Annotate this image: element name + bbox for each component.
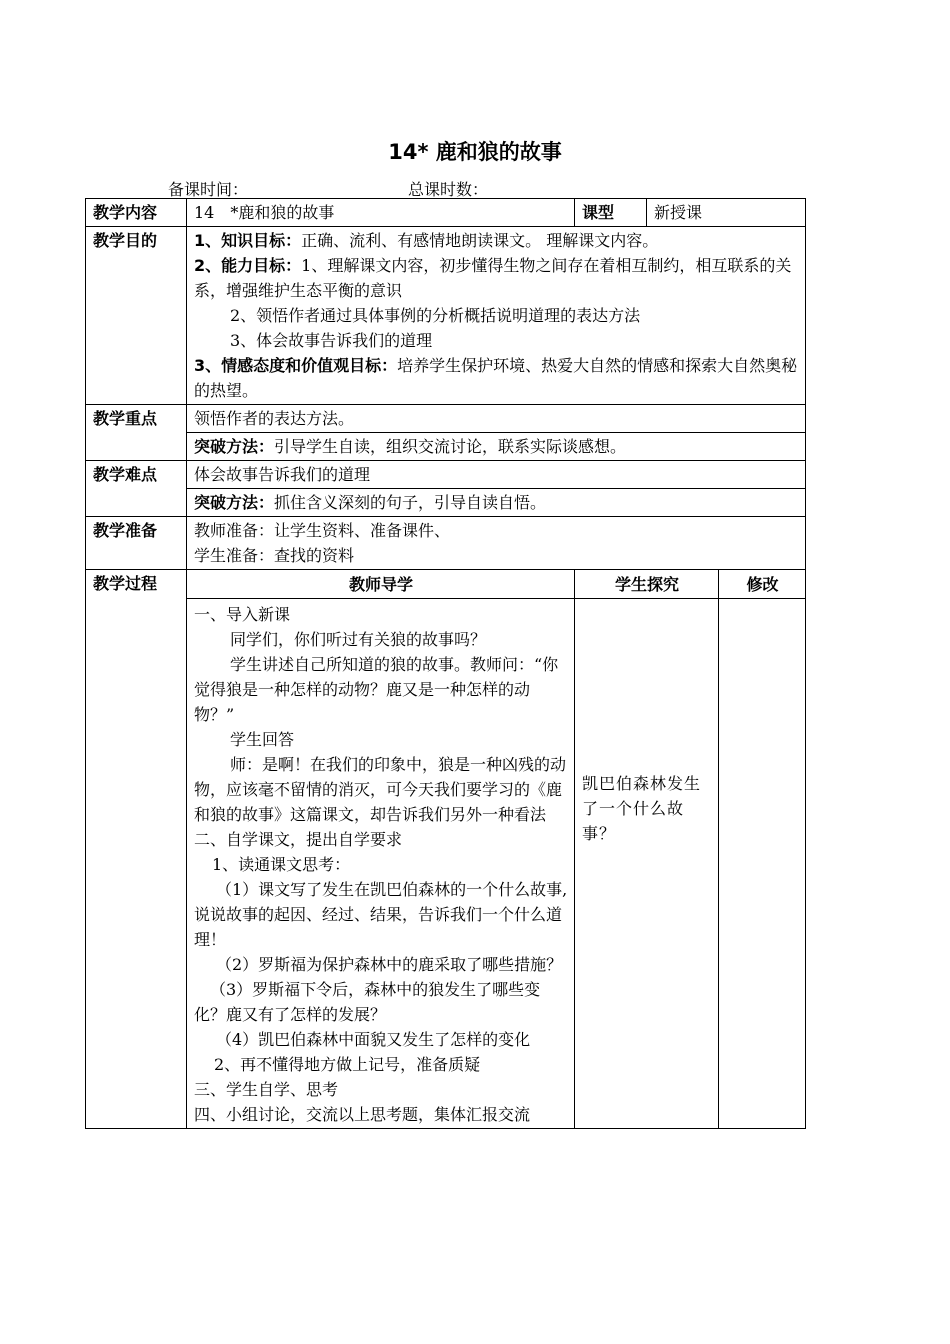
row-process-body	[86, 599, 806, 1129]
row-focus	[86, 405, 806, 433]
prep-student: 学生准备：查找的资料	[194, 546, 355, 565]
focus-text: 领悟作者的表达方法。	[187, 405, 806, 433]
label-prep: 教学准备	[86, 517, 187, 570]
teacher-guide-cell	[187, 599, 575, 1129]
teacher-line: 1、读通课文思考：	[212, 855, 351, 874]
teacher-line: 师：是啊！在我们的印象中，狼是一种凶残的动物，应该毫不留情的消灭，可今天我们要学习的《鹿和狼的故事》这篇课文，却告诉我们另外一种看法	[194, 755, 567, 824]
col-student-header: 学生探究	[575, 570, 719, 599]
col-teacher-header: 教师导学	[187, 570, 575, 599]
difficulty-method-text: 抓住含义深刻的句子，引导自读自悟。	[274, 493, 547, 512]
goal2-text: 1、理解课文内容，初步懂得生物之间存在着相互制约，相互联系的关系，增强维护生态平衡的意识	[194, 256, 792, 300]
student-explore-cell: 凯巴伯森林发生了一个什么故事？	[575, 599, 719, 1129]
page-title: 14* 鹿和狼的故事	[388, 140, 562, 164]
teacher-line: 同学们，你们听过有关狼的故事吗？	[230, 630, 487, 649]
label-content: 教学内容	[86, 199, 187, 227]
goal1-text: 正确、流利、有感情地朗读课文。 理解课文内容。	[301, 231, 659, 250]
teacher-line: 一、导入新课	[194, 605, 291, 624]
teacher-line: （3）罗斯福下令后，森林中的狼发生了哪些变化？鹿又有了怎样的发展？	[194, 980, 541, 1024]
goal3-label: 3、情感态度和价值观目标：	[194, 356, 398, 375]
label-difficulty: 教学难点	[86, 461, 187, 517]
row-goals	[86, 227, 806, 405]
teacher-line: 2、再不懂得地方做上记号，准备质疑	[214, 1055, 481, 1074]
label-process: 教学过程	[86, 570, 187, 1129]
difficulty-method-cell	[187, 489, 806, 517]
prep-time-label: 备课时间：	[168, 180, 249, 199]
prep-teacher: 教师准备：让学生资料、准备课件、	[194, 521, 451, 540]
row-difficulty	[86, 461, 806, 489]
teacher-line: （1）课文写了发生在凯巴伯森林的一个什么故事,说说故事的起因、经过、结果，告诉我们一个什么道理！	[194, 880, 568, 949]
type-value: 新授课	[647, 199, 806, 227]
goal2-item2: 2、领悟作者通过具体事例的分析概括说明道理的表达方法	[230, 306, 641, 325]
focus-method-label: 突破方法：	[194, 437, 275, 456]
goal2-item3: 3、体会故事告诉我们的道理	[230, 331, 433, 350]
teacher-line: （2）罗斯福为保护森林中的鹿采取了哪些措施？	[216, 955, 563, 974]
content-value: 14 *鹿和狼的故事	[187, 199, 575, 227]
row-prep	[86, 517, 806, 570]
goal2-label: 2、能力目标：	[194, 256, 302, 275]
total-hours-label: 总课时数：	[408, 180, 489, 199]
teacher-line: 四、小组讨论，交流以上思考题，集体汇报交流	[194, 1105, 531, 1124]
row-focus-method	[86, 433, 806, 461]
goals-cell	[187, 227, 806, 405]
focus-method-text: 引导学生自读，组织交流讨论，联系实际谈感想。	[274, 437, 627, 456]
row-process-header	[86, 570, 806, 599]
label-focus: 教学重点	[86, 405, 187, 461]
col-revise-header: 修改	[719, 570, 806, 599]
difficulty-method-label: 突破方法：	[194, 493, 275, 512]
teacher-line: 学生回答	[230, 730, 295, 749]
row-difficulty-method	[86, 489, 806, 517]
row-content	[86, 199, 806, 227]
difficulty-text: 体会故事告诉我们的道理	[187, 461, 806, 489]
goal3-text: 培养学生保护环境、热爱大自然的情感和探索大自然奥秘的热望。	[194, 356, 798, 400]
revise-cell	[719, 599, 806, 1129]
label-goals: 教学目的	[86, 227, 187, 405]
lesson-plan-table	[85, 198, 806, 1129]
focus-method-cell	[187, 433, 806, 461]
prep-cell	[187, 517, 806, 570]
teacher-line: 二、自学课文，提出自学要求	[194, 830, 403, 849]
teacher-line: 三、学生自学、思考	[194, 1080, 339, 1099]
label-type: 课型	[575, 199, 647, 227]
goal1-label: 1、知识目标：	[194, 231, 302, 250]
teacher-line: 学生讲述自己所知道的狼的故事。教师问：“你觉得狼是一种怎样的动物？鹿又是一种怎样的动物？”	[194, 655, 559, 724]
teacher-line: （4）凯巴伯森林中面貌又发生了怎样的变化	[216, 1030, 531, 1049]
